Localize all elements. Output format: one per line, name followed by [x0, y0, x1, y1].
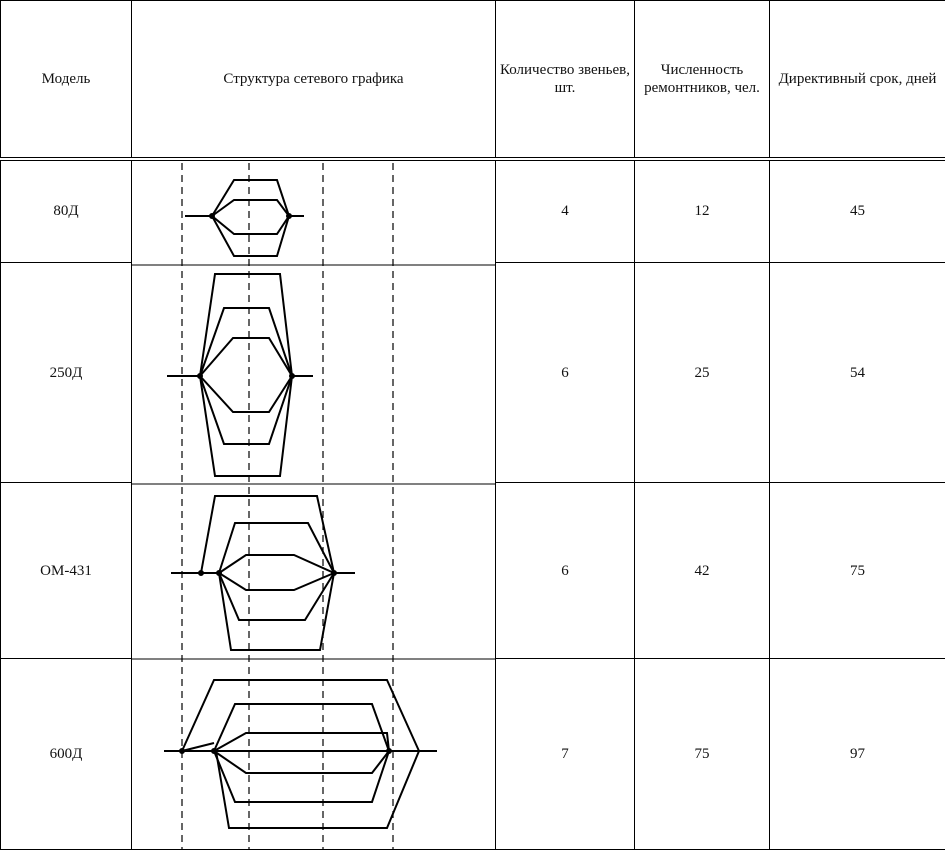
cell-model: ОМ-431 [1, 483, 132, 659]
header-structure: Структура сетевого графика [132, 1, 496, 159]
cell-links: 6 [496, 483, 635, 659]
cell-links: 4 [496, 159, 635, 263]
cell-deadline: 97 [770, 659, 945, 850]
cell-workers: 42 [635, 483, 770, 659]
row-separators [132, 265, 496, 659]
cell-deadline: 75 [770, 483, 945, 659]
network-diagram [132, 161, 496, 850]
cell-model: 250Д [1, 263, 132, 483]
header-deadline: Директивный срок, дней [770, 1, 945, 159]
cell-workers: 12 [635, 159, 770, 263]
cell-workers: 25 [635, 263, 770, 483]
network-600d [164, 680, 437, 828]
cell-model: 80Д [1, 159, 132, 263]
network-om431 [171, 496, 355, 650]
cell-workers: 75 [635, 659, 770, 850]
network-80d [185, 180, 304, 256]
cell-links: 7 [496, 659, 635, 850]
cell-links: 6 [496, 263, 635, 483]
header-model: Модель [1, 1, 132, 159]
cell-model: 600Д [1, 659, 132, 850]
time-guide-lines [182, 163, 393, 850]
network-250d [167, 274, 313, 476]
header-row [1, 1, 945, 159]
header-workers: Численность ремонтников, чел. [635, 1, 770, 159]
header-links: Количество звеньев, шт. [496, 1, 635, 159]
table-row [1, 159, 945, 263]
cell-deadline: 45 [770, 159, 945, 263]
network-diagram-cell [132, 159, 496, 850]
cell-deadline: 54 [770, 263, 945, 483]
